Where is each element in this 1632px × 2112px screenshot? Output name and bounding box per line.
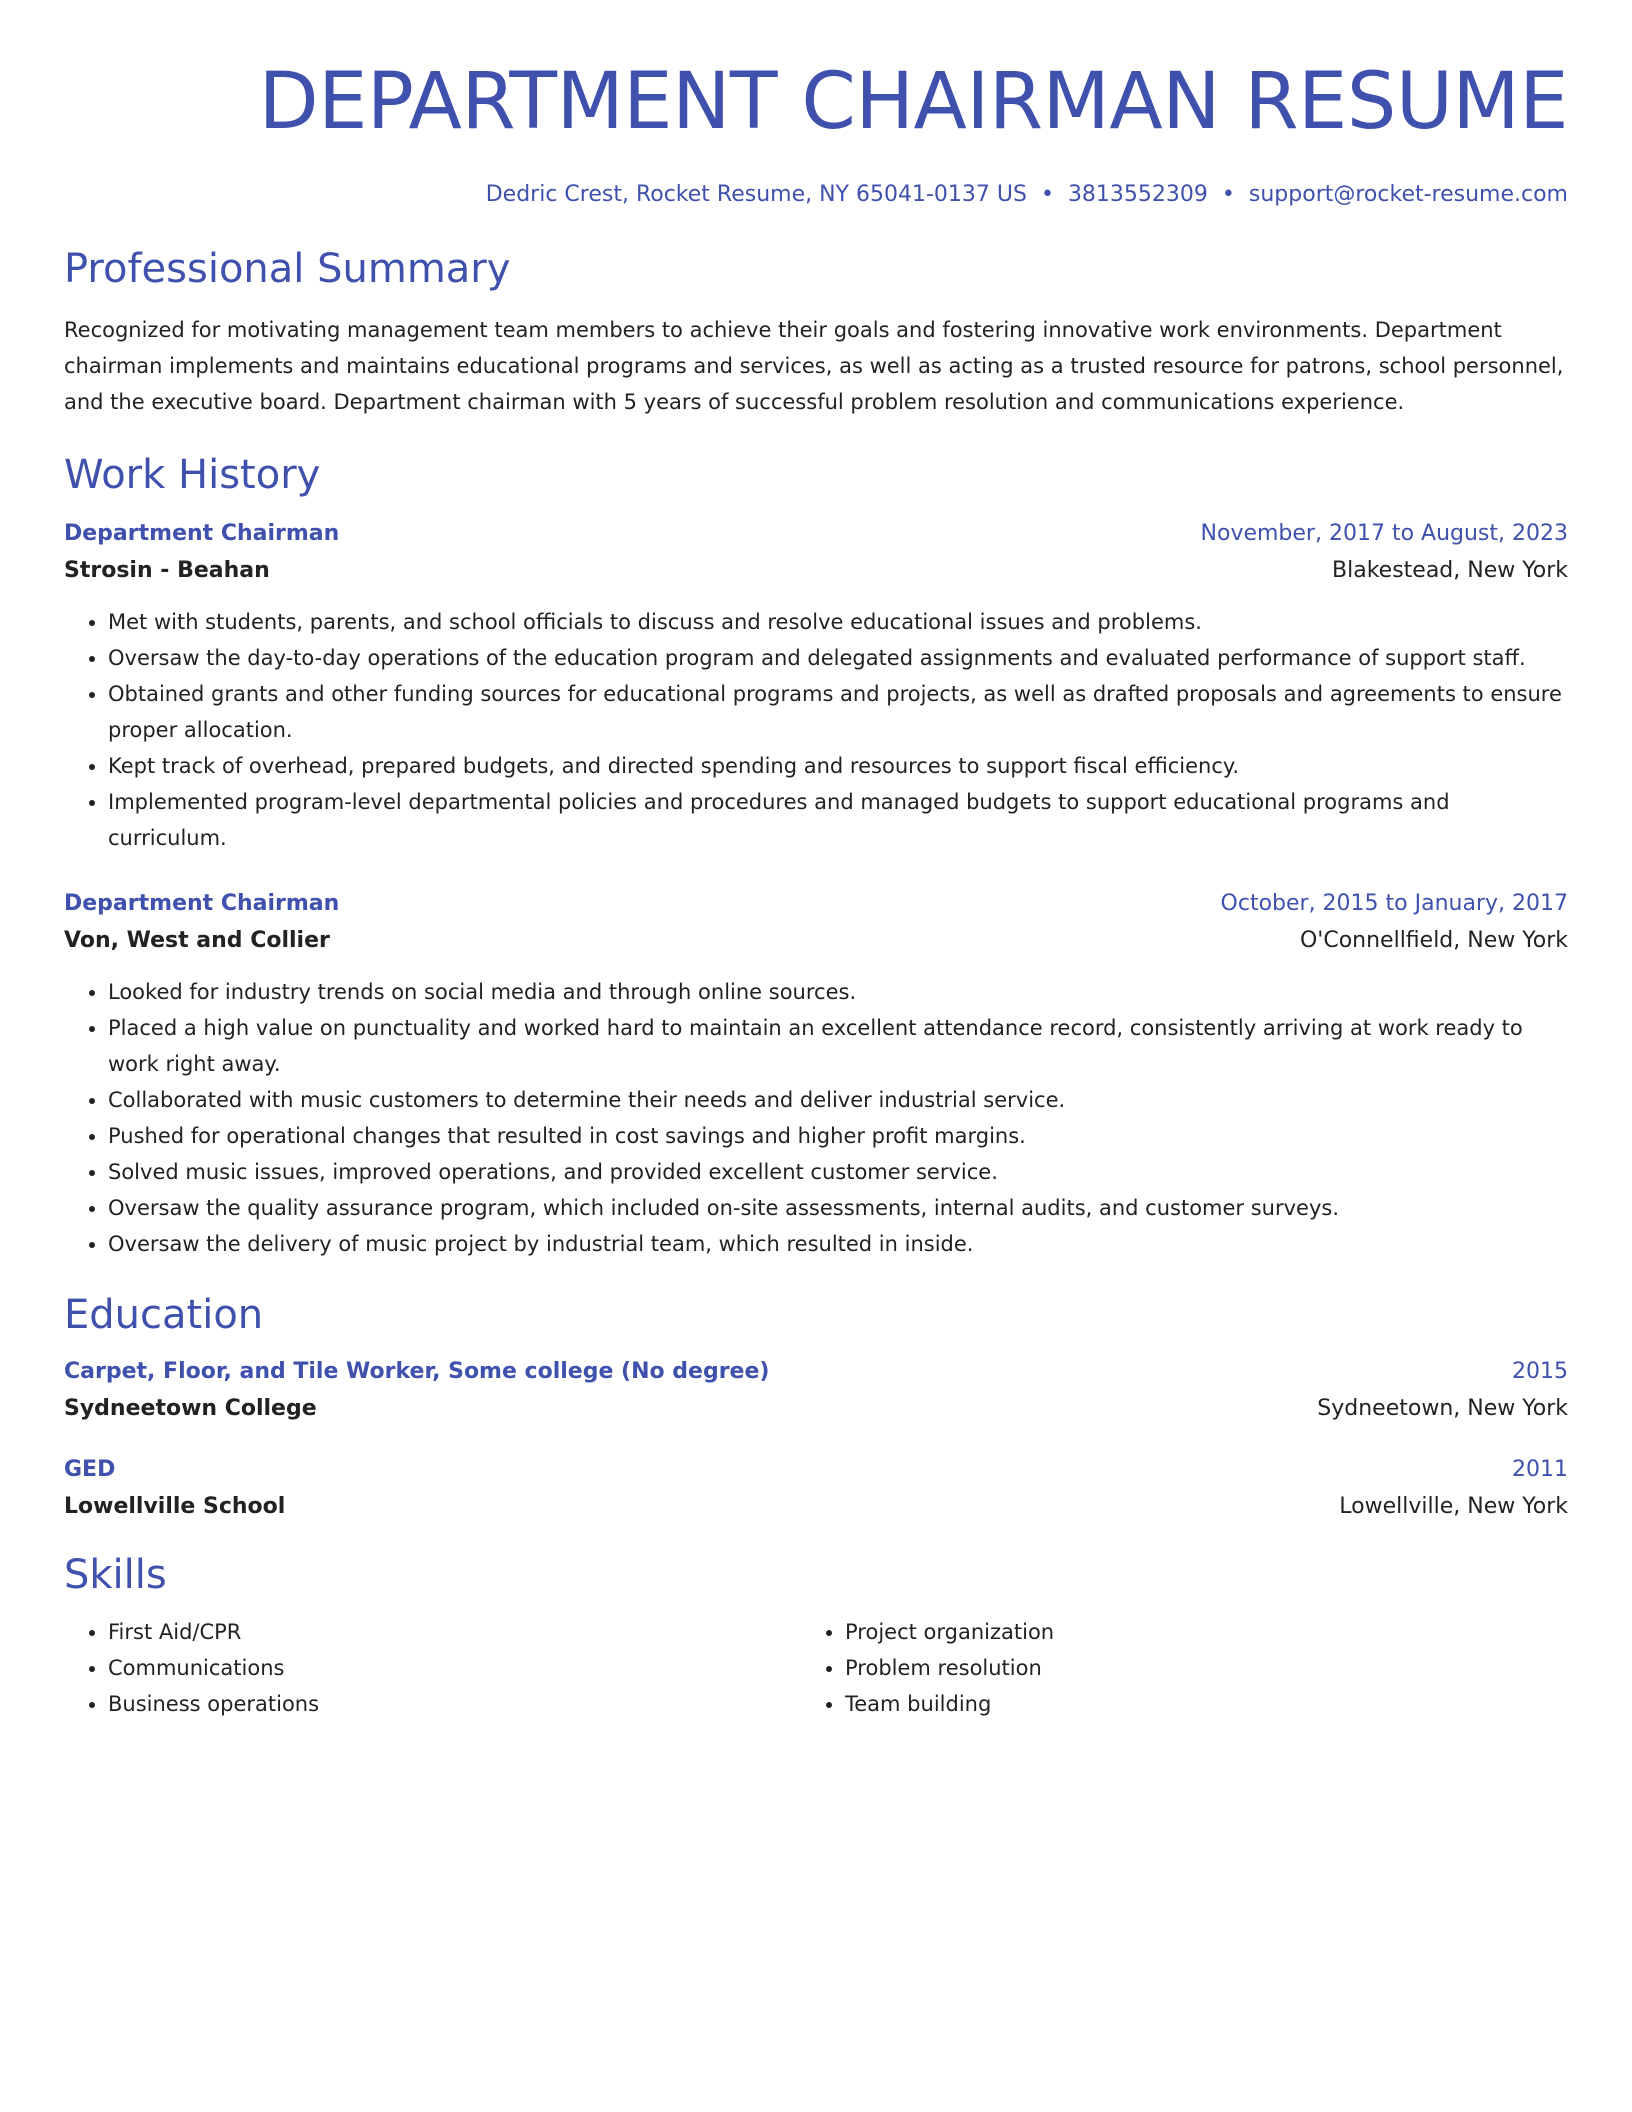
job-bullet: • Oversaw the delivery of music project by industrial team, which resulted in inside. <box>108 1226 1568 1262</box>
job-bullets <box>64 974 1568 1262</box>
education-heading: Education <box>64 1292 264 1338</box>
contact-email: support@rocket-resume.com <box>1248 182 1568 207</box>
resume-title: DEPARTMENT CHAIRMAN RESUME <box>258 57 1568 147</box>
separator-dot: • <box>1221 182 1235 207</box>
education-header-row <box>64 1354 1568 1390</box>
education-entry <box>64 1452 1568 1526</box>
job-bullets <box>64 604 1568 856</box>
skill-item: • Project organization <box>845 1614 1538 1650</box>
job-entry <box>64 516 1568 856</box>
contact-phone: 3813552309 <box>1067 182 1208 207</box>
job-dates: October, 2015 to January, 2017 <box>1220 891 1568 916</box>
job-title: Department Chairman <box>64 521 340 546</box>
job-bullet: • Solved music issues, improved operations, and provided excellent customer service. <box>108 1154 1568 1190</box>
job-location: Blakestead, New York <box>1332 558 1568 583</box>
education-school-row <box>64 1390 1568 1428</box>
job-bullet: • Collaborated with music customers to determine their needs and deliver industrial service. <box>108 1082 1568 1118</box>
job-title: Department Chairman <box>64 891 340 916</box>
job-bullet: • Placed a high value on punctuality and worked hard to maintain an excellent attendance record, consistently arriving at work ready to work right away. <box>108 1010 1568 1082</box>
job-location: O'Connellfield, New York <box>1299 928 1568 953</box>
job-company-row <box>64 552 1568 590</box>
education-year: 2011 <box>1512 1457 1568 1482</box>
skill-item: • First Aid/CPR <box>108 1614 801 1650</box>
education-school-row <box>64 1488 1568 1526</box>
skills-list <box>64 1614 801 1722</box>
skill-item: • Team building <box>845 1686 1538 1722</box>
job-company: Von, West and Collier <box>64 928 330 953</box>
skills-grid <box>64 1614 1568 1722</box>
education-location: Sydneetown, New York <box>1317 1396 1568 1421</box>
skill-item: • Business operations <box>108 1686 801 1722</box>
job-header-row <box>64 516 1568 552</box>
contact-line <box>64 180 1568 210</box>
separator-dot: • <box>1040 182 1054 207</box>
work-history-heading: Work History <box>64 452 321 498</box>
job-header-row <box>64 886 1568 922</box>
job-bullet: • Pushed for operational changes that resulted in cost savings and higher profit margins. <box>108 1118 1568 1154</box>
education-header-row <box>64 1452 1568 1488</box>
education-degree: GED <box>64 1457 116 1482</box>
summary-heading: Professional Summary <box>64 246 511 292</box>
skills-heading: Skills <box>64 1552 167 1598</box>
summary-text: Recognized for motivating management team members to achieve their goals and fostering innovative work environments. Department chairman implements and maintains educational programs and services, as well as acting as a trusted resource for patrons, school personnel, and the executive board. Department chairman with 5 years of successful problem resolution and communications experience. <box>64 318 1564 414</box>
education-school: Sydneetown College <box>64 1396 317 1421</box>
job-bullet: • Obtained grants and other funding sources for educational programs and projects, as well as drafted proposals and agreements to ensure proper allocation. <box>108 676 1568 748</box>
education-degree: Carpet, Floor, and Tile Worker, Some college (No degree) <box>64 1359 770 1384</box>
education-entry <box>64 1354 1568 1428</box>
job-bullet: • Oversaw the quality assurance program, which included on-site assessments, internal audits, and customer surveys. <box>108 1190 1568 1226</box>
job-company: Strosin - Beahan <box>64 558 270 583</box>
education-location: Lowellville, New York <box>1339 1494 1568 1519</box>
job-entry <box>64 886 1568 1262</box>
skills-column-left <box>64 1614 801 1722</box>
job-bullet: • Met with students, parents, and school officials to discuss and resolve educational issues and problems. <box>108 604 1568 640</box>
skill-item: • Communications <box>108 1650 801 1686</box>
job-bullet: • Looked for industry trends on social media and through online sources. <box>108 974 1568 1010</box>
job-bullet: • Kept track of overhead, prepared budgets, and directed spending and resources to support fiscal efficiency. <box>108 748 1568 784</box>
contact-address: Dedric Crest, Rocket Resume, NY 65041-0137 US <box>485 182 1027 207</box>
education-year: 2015 <box>1512 1359 1568 1384</box>
education-school: Lowellville School <box>64 1494 286 1519</box>
job-dates: November, 2017 to August, 2023 <box>1200 521 1568 546</box>
skills-column-right <box>801 1614 1538 1722</box>
skill-item: • Problem resolution <box>845 1650 1538 1686</box>
skills-list <box>801 1614 1538 1722</box>
job-company-row <box>64 922 1568 960</box>
job-bullet: • Implemented program-level departmental policies and procedures and managed budgets to support educational programs and curriculum. <box>108 784 1568 856</box>
job-bullet: • Oversaw the day-to-day operations of the education program and delegated assignments and evaluated performance of support staff. <box>108 640 1568 676</box>
